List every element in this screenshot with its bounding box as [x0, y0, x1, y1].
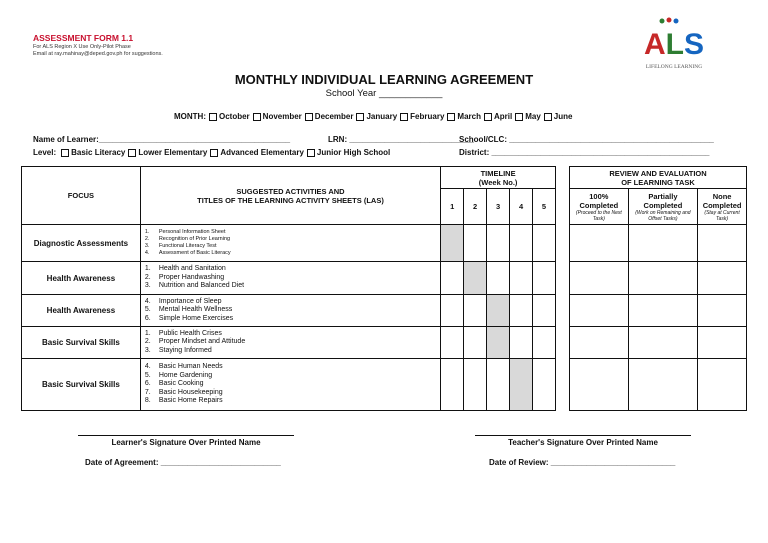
review-col-partial-note: (Work on Remaining and Offset Tasks) — [635, 209, 691, 222]
date-of-review-field[interactable]: Date of Review: ____________________________ — [489, 458, 676, 467]
learner-signature-line — [78, 435, 294, 436]
activity-number: 2. — [144, 338, 151, 346]
review-partial-cell[interactable] — [628, 225, 697, 262]
week-3-cell[interactable] — [487, 225, 510, 262]
activity-title: Recognition of Prior Learning — [158, 236, 231, 242]
activity-title: Simple Home Exercises — [158, 314, 234, 322]
checkbox-advanced-elementary[interactable] — [210, 149, 218, 157]
week-1-cell[interactable] — [441, 327, 464, 359]
activity-item — [145, 347, 440, 356]
week-3-cell[interactable] — [487, 359, 510, 411]
activity-number: 3. — [144, 243, 150, 249]
teacher-signature-label: Teacher's Signature Over Printed Name — [508, 438, 658, 447]
review-row — [570, 262, 747, 295]
week-5-cell[interactable] — [533, 225, 556, 262]
district-field[interactable]: District: _________________________________________________ — [459, 148, 710, 157]
activity-number: 1. — [144, 229, 150, 235]
review-col-complete-title: 100% — [589, 191, 609, 201]
month-january: January — [366, 112, 398, 121]
week-1-cell[interactable] — [441, 225, 464, 262]
timeline-header — [441, 167, 556, 189]
review-row — [570, 225, 747, 262]
checkbox-junior-high[interactable] — [307, 149, 315, 157]
week-5-cell[interactable] — [533, 327, 556, 359]
review-row — [570, 327, 747, 359]
svg-text:LIFELONG LEARNING: LIFELONG LEARNING — [645, 64, 703, 70]
activity-number: 6. — [144, 314, 151, 322]
activity-number: 1. — [144, 329, 151, 337]
activity-item — [145, 363, 440, 372]
week-3-cell[interactable] — [487, 262, 510, 295]
review-partial-cell[interactable] — [628, 262, 697, 295]
week-5-cell[interactable] — [533, 359, 556, 411]
activity-item — [145, 338, 440, 347]
activity-item — [145, 282, 440, 291]
checkbox-december[interactable] — [305, 113, 313, 121]
week-4-cell[interactable] — [510, 359, 533, 411]
activity-item — [145, 298, 440, 307]
activity-number: 1. — [144, 265, 151, 273]
activity-title: Nutrition and Balanced Diet — [158, 282, 245, 290]
review-complete-cell[interactable] — [570, 295, 629, 327]
review-body — [570, 225, 747, 411]
activity-item — [145, 265, 440, 274]
review-complete-cell[interactable] — [570, 262, 629, 295]
activity-item — [145, 274, 440, 283]
als-logo — [640, 16, 708, 72]
activity-item — [145, 330, 440, 339]
review-none-cell[interactable] — [698, 327, 747, 359]
review-col-complete-title2: Completed — [579, 200, 619, 210]
week-2-header: 2 — [464, 189, 487, 225]
checkbox-january[interactable] — [356, 113, 364, 121]
week-1-cell[interactable] — [441, 262, 464, 295]
focus-header: FOCUS — [22, 167, 141, 225]
timeline-sub: (Week No.) — [478, 177, 518, 187]
activity-number: 6. — [144, 380, 151, 388]
activities-cell — [140, 359, 440, 411]
week-4-cell[interactable] — [510, 295, 533, 327]
activity-item — [145, 315, 440, 324]
learning-table — [21, 166, 556, 411]
review-partial-cell[interactable] — [628, 359, 697, 411]
month-april: April — [493, 112, 513, 121]
activity-item — [145, 229, 440, 236]
focus-cell: Basic Survival Skills — [22, 327, 141, 359]
review-row — [570, 359, 747, 411]
activity-title: Basic Cooking — [158, 380, 204, 388]
activity-title: Staying Informed — [158, 346, 212, 354]
svg-text:ALS: ALS — [643, 28, 705, 61]
week-3-header: 3 — [487, 189, 510, 225]
activity-title: Proper Handwashing — [158, 273, 225, 281]
activity-title: Health and Sanitation — [158, 265, 226, 273]
learner-signature-label: Learner's Signature Over Printed Name — [111, 438, 261, 447]
checkbox-basic-literacy[interactable] — [61, 149, 69, 157]
activity-item — [145, 372, 440, 381]
activity-number: 7. — [144, 388, 151, 396]
month-december: December — [314, 112, 354, 121]
level-selector — [33, 148, 390, 157]
activities-cell — [140, 225, 440, 262]
activity-number: 3. — [144, 346, 151, 354]
activity-number: 3. — [144, 282, 151, 290]
activity-item — [145, 380, 440, 389]
level-junior-high: Junior High School — [316, 148, 391, 157]
activity-item — [145, 243, 440, 250]
focus-cell: Diagnostic Assessments — [22, 225, 141, 262]
level-basic-literacy: Basic Literacy — [71, 148, 126, 157]
review-none-cell[interactable] — [698, 262, 747, 295]
activity-number: 2. — [144, 273, 151, 281]
table-row — [22, 262, 556, 295]
checkbox-february[interactable] — [400, 113, 408, 121]
review-table — [569, 166, 747, 411]
review-none-cell[interactable] — [698, 359, 747, 411]
week-4-cell[interactable] — [510, 327, 533, 359]
activity-title: Proper Mindset and Attitude — [158, 338, 246, 346]
table-body — [22, 225, 556, 411]
review-complete-cell[interactable] — [570, 225, 629, 262]
table-row — [22, 295, 556, 327]
review-title: REVIEW AND EVALUATION — [609, 168, 707, 178]
checkbox-lower-elementary[interactable] — [128, 149, 136, 157]
review-header — [570, 167, 747, 189]
checkbox-april[interactable] — [484, 113, 492, 121]
week-2-cell[interactable] — [464, 225, 487, 262]
activity-title: Functional Literacy Test — [158, 243, 217, 249]
month-selector — [174, 112, 572, 121]
week-1-cell[interactable] — [441, 359, 464, 411]
review-col-partial-title2: Completed — [643, 200, 683, 210]
activities-header — [140, 167, 440, 225]
week-2-cell[interactable] — [464, 295, 487, 327]
page-title: MONTHLY INDIVIDUAL LEARNING AGREEMENT — [234, 72, 534, 87]
date-of-agreement-field[interactable]: Date of Agreement: ___________________________ — [85, 458, 281, 467]
month-november: November — [262, 112, 302, 121]
review-col-partial-title: Partially — [648, 191, 678, 201]
activities-cell — [140, 262, 440, 295]
week-1-header: 1 — [441, 189, 464, 225]
activities-header-line2: TITLES OF THE LEARNING ACTIVITY SHEETS (LAS) — [197, 195, 384, 205]
lrn-field[interactable]: LRN: ____________________________ — [328, 135, 474, 144]
month-october: October — [219, 112, 250, 121]
review-col-none-title2: Completed — [702, 200, 742, 210]
checkbox-march[interactable] — [447, 113, 455, 121]
checkbox-october[interactable] — [209, 113, 217, 121]
activity-title: Public Health Crises — [158, 329, 222, 337]
review-partial-cell[interactable] — [628, 327, 697, 359]
week-5-cell[interactable] — [533, 295, 556, 327]
note-line-1: For ALS Region X Use Only-Pilot Phase — [33, 44, 131, 50]
focus-cell: Basic Survival Skills — [22, 359, 141, 411]
week-1-cell[interactable] — [441, 295, 464, 327]
review-col-none-title: None — [712, 191, 732, 201]
review-partial-cell[interactable] — [628, 295, 697, 327]
activity-number: 4. — [144, 297, 151, 305]
teacher-signature-line — [475, 435, 691, 436]
month-june: June — [553, 112, 573, 121]
review-row — [570, 295, 747, 327]
school-field[interactable]: School/CLC: ______________________________________________ — [459, 135, 714, 144]
activity-number: 4. — [144, 363, 151, 371]
month-march: March — [457, 112, 481, 121]
activity-item — [145, 250, 440, 257]
week-4-cell[interactable] — [510, 225, 533, 262]
activity-title: Importance of Sleep — [158, 297, 222, 305]
week-2-cell[interactable] — [464, 327, 487, 359]
activities-cell — [140, 295, 440, 327]
table-row — [22, 225, 556, 262]
focus-cell: Health Awareness — [22, 295, 141, 327]
activity-item — [145, 306, 440, 315]
week-2-cell[interactable] — [464, 262, 487, 295]
activity-title: Basic Human Needs — [158, 363, 223, 371]
week-3-cell[interactable] — [487, 327, 510, 359]
activity-number: 5. — [144, 371, 151, 379]
level-advanced-elementary: Advanced Elementary — [220, 148, 304, 157]
activity-title: Personal Information Sheet — [158, 229, 226, 235]
review-col-none — [698, 189, 747, 225]
review-none-cell[interactable] — [698, 295, 747, 327]
week-5-header: 5 — [533, 189, 556, 225]
activity-title: Home Gardening — [158, 371, 213, 379]
week-5-cell[interactable] — [533, 262, 556, 295]
timeline-title: TIMELINE — [480, 168, 516, 178]
month-may: May — [525, 112, 541, 121]
checkbox-may[interactable] — [515, 113, 523, 121]
review-complete-cell[interactable] — [570, 359, 629, 411]
checkbox-june[interactable] — [544, 113, 552, 121]
week-2-cell[interactable] — [464, 359, 487, 411]
activity-title: Assessment of Basic Literacy — [158, 250, 231, 256]
school-year: School Year ____________ — [325, 88, 443, 99]
month-february: February — [410, 112, 445, 121]
review-col-none-note: (Stay at Current Task) — [704, 209, 740, 222]
activity-item — [145, 236, 440, 243]
activity-number: 8. — [144, 397, 151, 405]
review-col-partial — [628, 189, 697, 225]
review-col-complete — [570, 189, 629, 225]
review-none-cell[interactable] — [698, 225, 747, 262]
form-id: ASSESSMENT FORM 1.1 — [33, 33, 134, 43]
activity-number: 2. — [144, 236, 150, 242]
level-label: Level: — [33, 148, 57, 157]
table-row — [22, 359, 556, 411]
activity-number: 5. — [144, 306, 151, 314]
week-3-cell[interactable] — [487, 295, 510, 327]
note-line-2: Email at ray.mahinay@deped.gov.ph for suggestions. — [33, 51, 163, 57]
week-4-cell[interactable] — [510, 262, 533, 295]
table-row — [22, 327, 556, 359]
review-complete-cell[interactable] — [570, 327, 629, 359]
activity-item — [145, 397, 440, 406]
activity-title: Basic Housekeeping — [158, 388, 223, 396]
review-sub: OF LEARNING TASK — [621, 177, 695, 187]
month-label: MONTH: — [174, 112, 206, 121]
activities-header-line1: SUGGESTED ACTIVITIES AND — [236, 186, 345, 196]
activity-title: Basic Home Repairs — [158, 397, 223, 405]
activity-title: Mental Health Wellness — [158, 306, 233, 314]
level-lower-elementary: Lower Elementary — [138, 148, 208, 157]
activity-number: 4. — [144, 250, 150, 256]
focus-cell: Health Awareness — [22, 262, 141, 295]
activity-item — [145, 389, 440, 398]
checkbox-november[interactable] — [253, 113, 261, 121]
week-4-header: 4 — [510, 189, 533, 225]
learner-name-field[interactable]: Name of Learner:___________________________________________ — [33, 135, 291, 144]
activities-cell — [140, 327, 440, 359]
review-col-complete-note: (Proceed to the Next Task) — [575, 209, 622, 222]
